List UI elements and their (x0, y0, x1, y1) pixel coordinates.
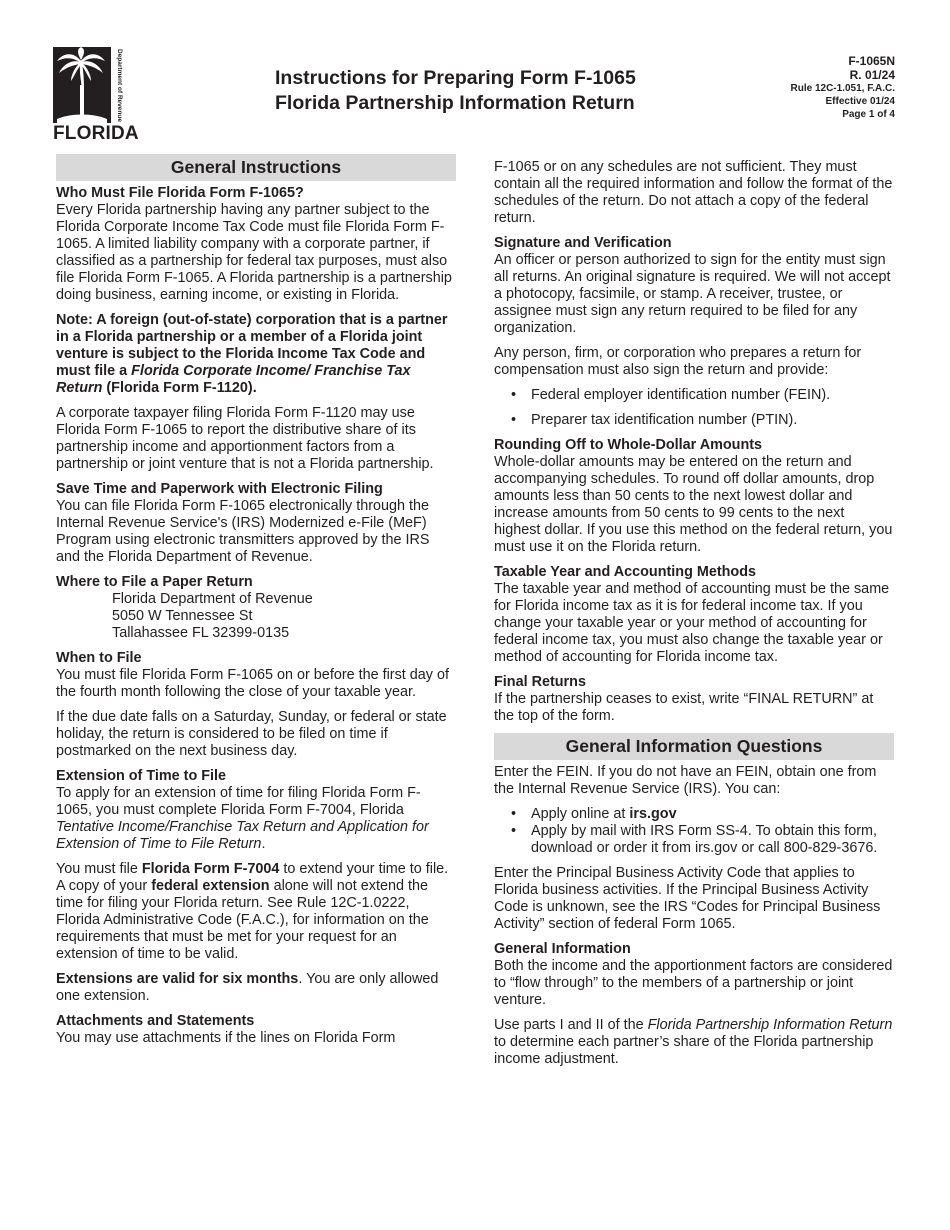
section-heading: Taxable Year and Accounting Methods (494, 564, 757, 580)
section-heading: Final Returns (494, 674, 586, 690)
parts-text: Use parts I and II of the (494, 1017, 648, 1033)
electronic-filing-section (56, 481, 456, 566)
section-heading: Signature and Verification (494, 235, 672, 251)
mailing-address-line: Florida Department of Revenue (112, 591, 313, 607)
logo-department-text: Department of Revenue (116, 49, 123, 122)
section-heading: Rounding Off to Whole-Dollar Amounts (494, 437, 763, 453)
taxable-year-section (494, 564, 894, 666)
form-meta (791, 54, 895, 121)
section-body: Both the income and the apportionment factors are considered to “flow through” to the members of a partnership or joint venture. (494, 958, 893, 1008)
rounding-section (494, 437, 894, 556)
parts-paragraph (494, 1017, 894, 1068)
section-heading: General Information (494, 941, 631, 957)
corporate-taxpayer-paragraph: A corporate taxpayer filing Florida Form F-1120 may use Florida Form F-1065 to report the distributive share of its partnership income and apportionment factors from a partnership or joint venture that is not a Florida partnership. (56, 405, 434, 472)
section-body: You may use attachments if the lines on Florida Form (56, 1030, 396, 1046)
logo-wordmark: FLORIDA (53, 123, 139, 144)
due-date-paragraph: If the due date falls on a Saturday, Sunday, or federal or state holiday, the return is considered to be filed on time if postmarked on the next business day. (56, 709, 447, 759)
page-number: Page 1 of 4 (842, 109, 895, 120)
f7004-text: You must file (56, 861, 142, 877)
note-text-end: (Florida Form F-1120). (102, 380, 257, 396)
when-to-file-section (56, 650, 456, 701)
business-activity-paragraph: Enter the Principal Business Activity Code that applies to Florida business activities. If the Principal Business Activity Code is unknown, see the IRS “Codes for Principal Business Activity” section of federal Form 1065. (494, 865, 881, 932)
form-f7004-paragraph (56, 861, 456, 963)
mailing-address-line: 5050 W Tennessee St (112, 608, 253, 624)
fein-options-list (494, 806, 894, 857)
mailing-address-line: Tallahassee FL 32399-0135 (112, 625, 290, 641)
note-form-title: Florida Corporate Income/ Franchise Tax Return (56, 363, 411, 396)
extension-form-title: Tentative Income/Franchise Tax Return and Application for Extension of Time to File Return (56, 819, 429, 852)
who-must-file-section (56, 185, 456, 304)
form-effective: Effective 01/24 (825, 96, 895, 107)
section-body: If the partnership ceases to exist, write “FINAL RETURN” at the top of the form. (494, 691, 874, 724)
note-text: Note: A foreign (out-of-state) corporation that is a partner in a Florida partnership or a member of a Florida joint venture is subject to the Florida Income Tax Code and must file a (56, 312, 448, 379)
validity-emphasis: Extensions are valid for six months (56, 971, 299, 987)
federal-extension-emphasis: federal extension (151, 878, 270, 894)
section-heading: Who Must File Florida Form F-1065? (56, 185, 304, 201)
form-revision: R. 01/24 (849, 68, 895, 82)
f7004-text: alone will not extend the time for filing your Florida return. See Rule 12C-1.0222, Florida Administrative Code (F.A.C.), for information on the requirements that must be met for your request for an extension of time to be valid. (56, 878, 429, 962)
section-heading: Save Time and Paperwork with Electronic Filing (56, 481, 383, 497)
section-heading: Extension of Time to File (56, 768, 227, 784)
f7004-form-name: Florida Form F-7004 (141, 861, 280, 877)
apply-online-text: Apply online at (531, 806, 630, 822)
section-band-general-instructions: General Instructions (56, 154, 456, 181)
form-rule: Rule 12C-1.051, F.A.C. (790, 83, 895, 94)
palm-tree-icon (53, 45, 125, 125)
form-number: F-1065N (848, 54, 895, 68)
foreign-corporation-note (56, 312, 456, 397)
fein-paragraph: Enter the FEIN. If you do not have an FEIN, obtain one from the Internal Revenue Service (IRS). You can: (494, 764, 877, 797)
extension-section (56, 768, 456, 853)
where-to-file-section (56, 574, 456, 642)
section-body: Every Florida partnership having any partner subject to the Florida Corporate Income Tax Code must file Florida Form F-1065. A limited liability company with a corporate partner, if classified as a partnership for federal tax purposes, must also file Florida Form F-1065. A Florida partnership is a partnership doing business, earning income, or existing in Florida. (56, 202, 452, 303)
section-body: You can file Florida Form F-1065 electronically through the Internal Revenue Service's (IRS) Modernized e-File (MeF) Program using electronic transmitters approved by the IRS and the Florida Department of Revenue. (56, 498, 430, 565)
parts-form-title: Florida Partnership Information Return (647, 1017, 893, 1033)
signature-section (494, 235, 894, 337)
preparer-id-list (494, 387, 894, 429)
general-information-section (494, 941, 894, 1009)
list-item: • Preparer tax identification number (PTIN). (494, 412, 894, 429)
attachments-continued: F-1065 or on any schedules are not sufficient. They must contain all the required information and follow the format of the schedules of the return. Do not attach a copy of the federal return. (494, 159, 893, 226)
list-item: • Apply by mail with IRS Form SS-4. To obtain this form, download or order it from irs.gov or call 800-829-3676. (494, 823, 894, 857)
florida-dor-logo (53, 45, 139, 145)
irs-website-link[interactable]: irs.gov (629, 806, 677, 822)
title-line-1: Instructions for Preparing Form F-1065 (275, 67, 636, 89)
title-line-2: Florida Partnership Information Return (275, 92, 635, 114)
preparer-paragraph: Any person, firm, or corporation who prepares a return for compensation must also sign the return and provide: (494, 345, 862, 378)
list-item (494, 806, 894, 823)
left-column (56, 154, 456, 1055)
section-heading: Where to File a Paper Return (56, 574, 253, 590)
right-column (494, 159, 894, 1076)
section-body (56, 785, 456, 853)
validity-text: . You are only allowed one extension. (56, 971, 439, 1004)
section-body: An officer or person authorized to sign for the entity must sign all returns. An original signature is required. We will not accept a photocopy, facsimile, or stamp. A receiver, trustee, or assignee must sign any return required to be filed for any organization. (494, 252, 891, 336)
attachments-section (56, 1013, 456, 1047)
extension-text: To apply for an extension of time for filing Florida Form F-1065, you must complete Florida Form F-7004, Florida (56, 785, 421, 818)
section-heading: When to File (56, 650, 142, 666)
page-title (275, 66, 636, 116)
section-body: The taxable year and method of accounting must be the same for Florida income tax as it is for federal income tax. If you change your taxable year or your method of accounting for federal income tax, you must also change the taxable year or method of accounting for Florida income tax. (494, 581, 890, 665)
parts-text-end: to determine each partner’s share of the Florida partnership income adjustment. (494, 1034, 874, 1067)
section-body: Whole-dollar amounts may be entered on the return and accompanying schedules. To round off dollar amounts, drop amounts less than 50 cents to the next lowest dollar and increase amounts from 50 cents to 99 cents to the next highest dollar. If you use this method on the federal return, you must use it on the Florida return. (494, 454, 893, 555)
section-band-general-information-questions: General Information Questions (494, 733, 894, 760)
section-heading: Attachments and Statements (56, 1013, 255, 1029)
extension-text-end: . (261, 836, 266, 852)
section-body: You must file Florida Form F-1065 on or before the first day of the fourth month following the close of your taxable year. (56, 667, 449, 700)
f7004-text: to extend your time to file. A copy of your (56, 861, 449, 894)
final-returns-section (494, 674, 894, 725)
list-item: • Federal employer identification number (FEIN). (494, 387, 894, 404)
extension-validity-paragraph (56, 971, 456, 1005)
